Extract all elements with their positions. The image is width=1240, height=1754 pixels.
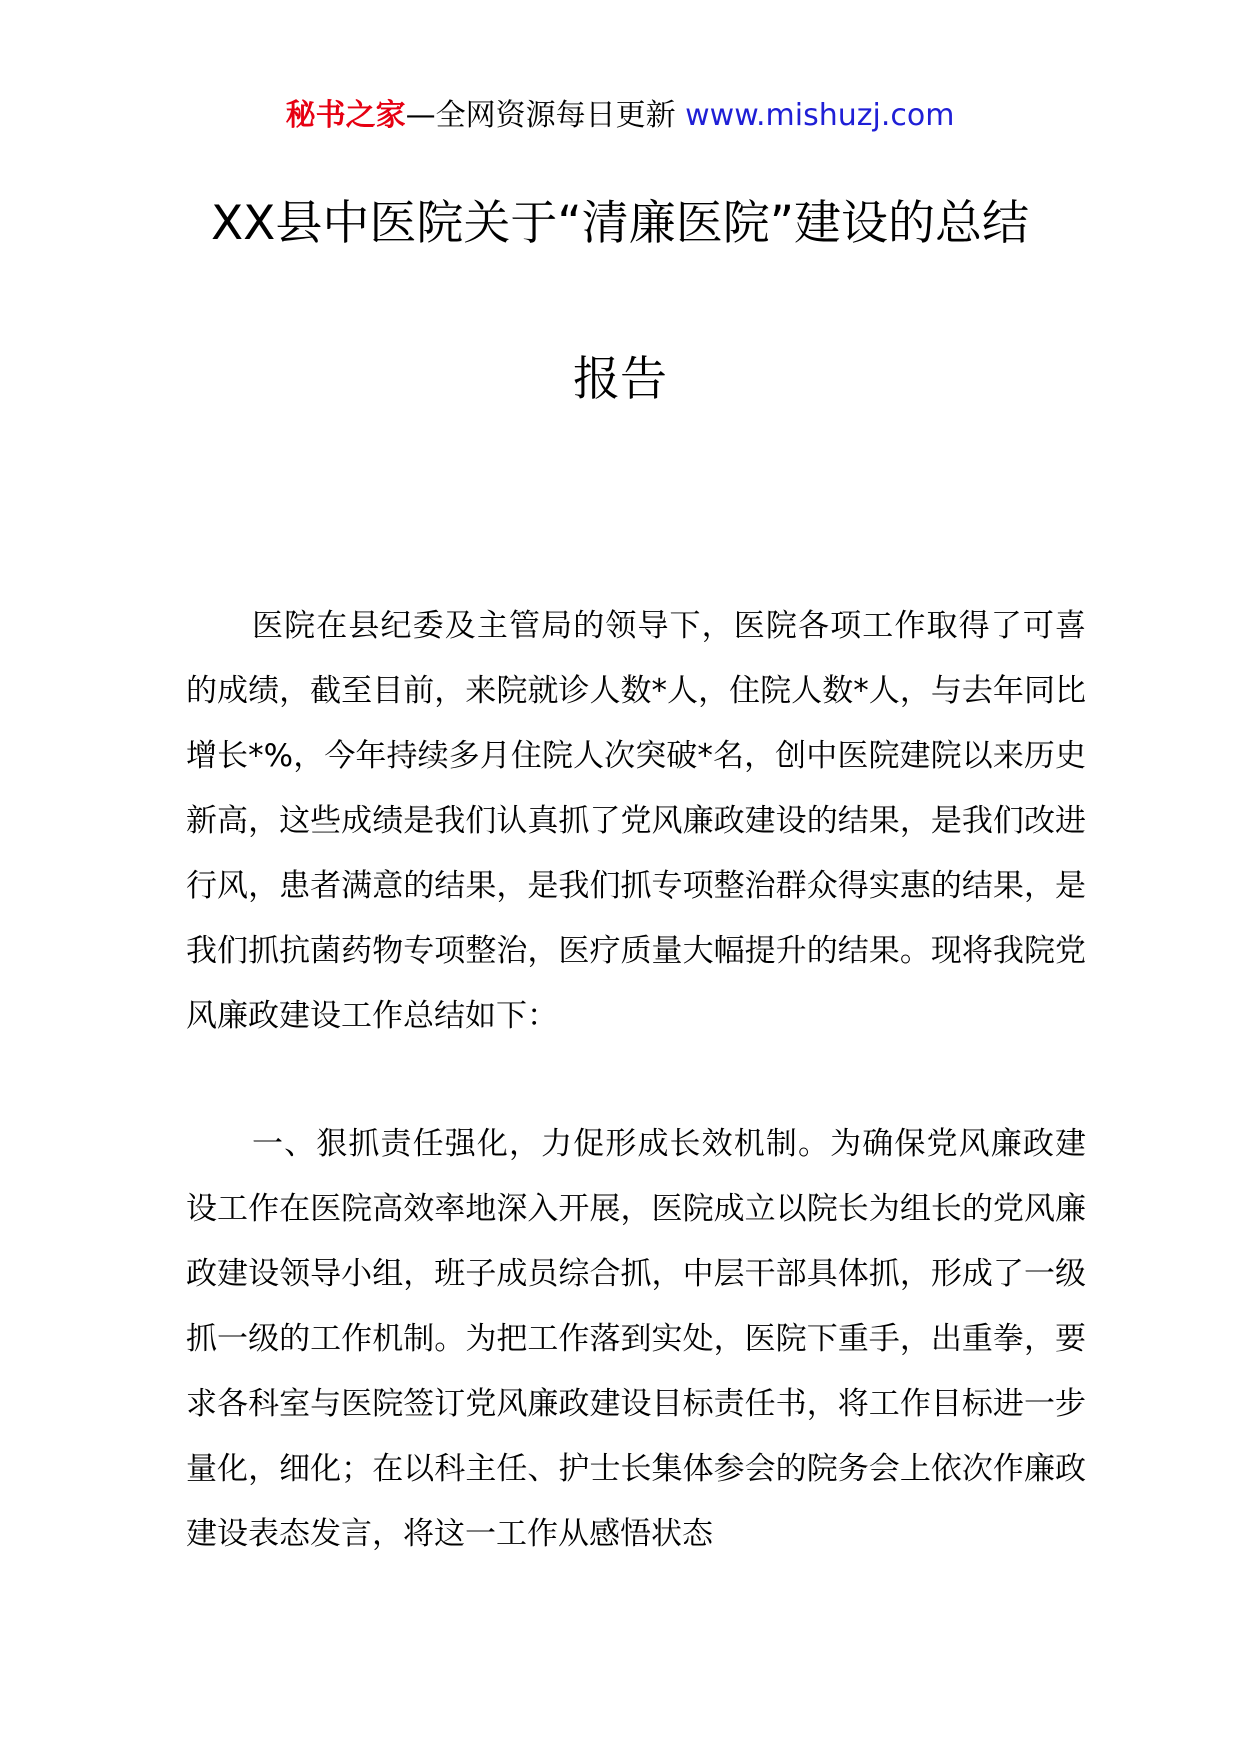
document-title-line-1: XX县中医院关于“清廉医院”建设的总结 — [210, 196, 1030, 251]
site-header — [0, 98, 1240, 134]
site-tagline: —全网资源每日更新 — [405, 98, 686, 133]
paragraph-intro: 医院在县纪委及主管局的领导下，医院各项工作取得了可喜的成绩，截至目前，来院就诊人数*人，住院人数*人，与去年同比增长*%，今年持续多月住院人次突破*名，创中医院建院以来历史新高，这些成绩是我们认真抓了党风廉政建设的结果，是我们改进行风，患者满意的结果，是我们抓专项整治群众得实惠的结果，是我们抓抗菌药物专项整治，医疗质量大幅提升的结果。现将我院党风廉政建设工作总结如下： — [186, 608, 1086, 1034]
site-url[interactable]: www.mishuzj.com — [685, 98, 955, 133]
site-brand: 秘书之家 — [285, 98, 406, 133]
document-title-line-2: 报告 — [573, 352, 667, 407]
paragraph-section-1: 一、狠抓责任强化，力促形成长效机制。为确保党风廉政建设工作在医院高效率地深入开展，医院成立以院长为组长的党风廉政建设领导小组，班子成员综合抓，中层干部具体抓，形成了一级抓一级的工作机制。为把工作落到实处，医院下重手，出重拳，要求各科室与医院签订党风廉政建设目标责任书，将工作目标进一步量化，细化；在以科主任、护士长集体参会的院务会上依次作廉政建设表态发言，将这一工作从感悟状态 — [186, 1126, 1086, 1552]
